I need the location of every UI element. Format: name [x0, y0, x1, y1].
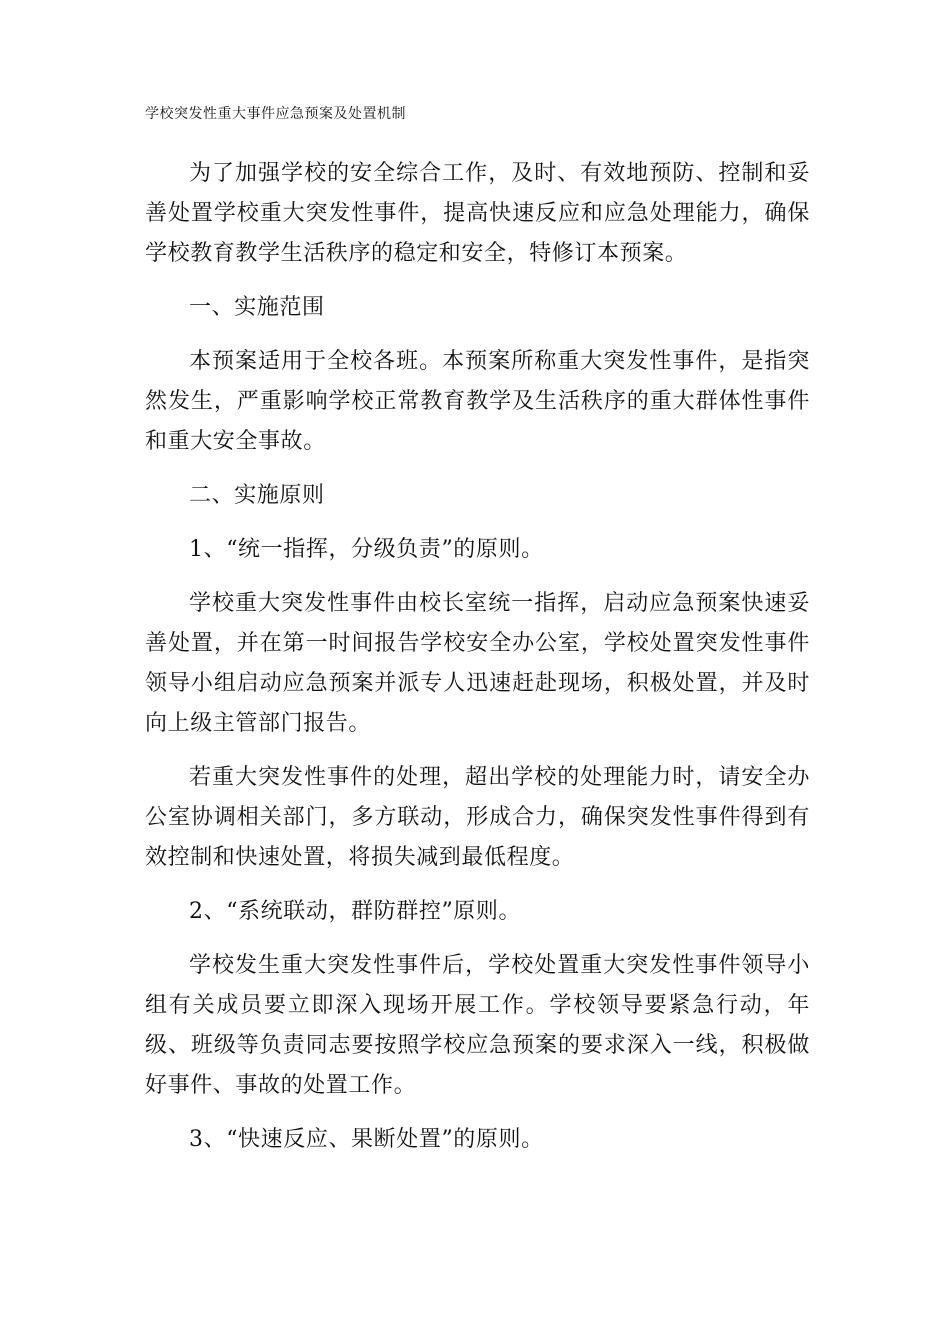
scope-paragraph: 本预案适用于全校各班。本预案所称重大突发性事件，是指突然发生，严重影响学校正常教育教学及生活秩序的重大群体性事件和重大安全事故。: [145, 349, 810, 454]
document-body: [145, 154, 810, 1160]
principle-1-paragraph-b: 若重大突发性事件的处理，超出学校的处理能力时，请安全办公室协调相关部门，多方联动，形成合力，确保突发性事件得到有效控制和快速处置，将损失减到最低程度。: [145, 765, 810, 870]
principle-2-heading: 2、“系统联动，群防群控”原则。: [189, 899, 522, 924]
principle-3-heading: 3、“快速反应、果断处置”的原则。: [189, 1127, 544, 1152]
intro-paragraph: 为了加强学校的安全综合工作，及时、有效地预防、控制和妥善处置学校重大突发性事件，提高快速反应和应急处理能力，确保学校教育教学生活秩序的稳定和安全，特修订本预案。: [145, 161, 810, 266]
section-heading-principles: 二、实施原则: [189, 483, 325, 508]
principle-2-paragraph: 学校发生重大突发性事件后，学校处置重大突发性事件领导小组有关成员要立即深入现场开展工作。学校领导要紧急行动，年级、班级等负责同志要按照学校应急预案的要求深入一线，积极做好事件、事故的处置工作。: [145, 953, 810, 1098]
document-header-title: 学校突发性重大事件应急预案及处置机制: [145, 106, 406, 122]
principle-1-paragraph-a: 学校重大突发性事件由校长室统一指挥，启动应急预案快速妥善处置，并在第一时间报告学校安全办公室，学校处置突发性事件领导小组启动应急预案并派专人迅速赶赴现场，积极处置，并及时向上级主管部门报告。: [145, 591, 810, 736]
section-heading-scope: 一、实施范围: [189, 295, 325, 320]
principle-1-heading: 1、“统一指挥，分级负责”的原则。: [189, 537, 544, 562]
